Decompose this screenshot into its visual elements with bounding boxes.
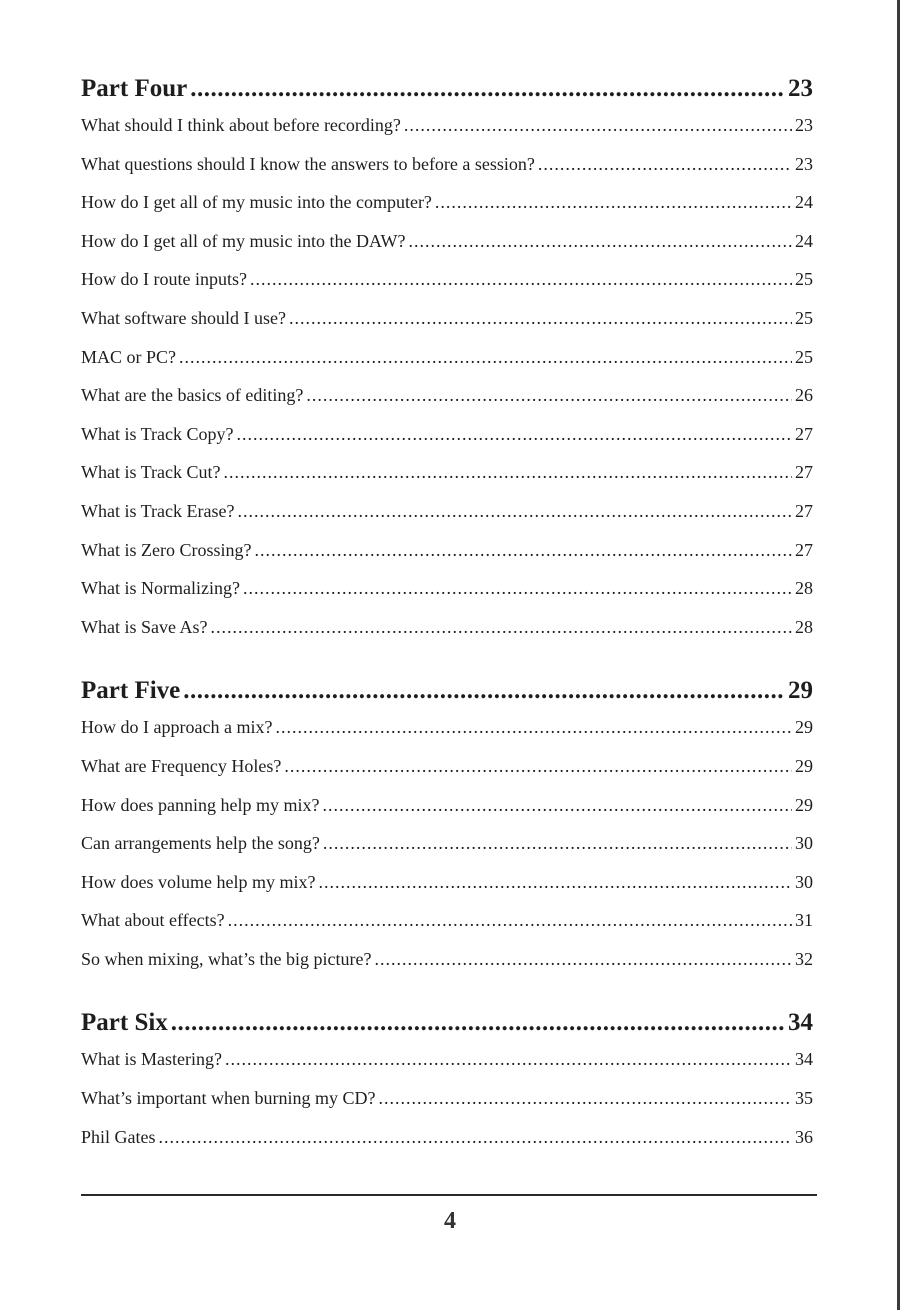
entry-page-number: 34: [795, 1049, 813, 1070]
entry-page-number: 32: [795, 948, 813, 969]
dot-leader: [284, 756, 792, 777]
dot-leader: [409, 231, 793, 252]
entry-page-number: 30: [795, 833, 813, 854]
dot-leader: [243, 578, 792, 599]
dot-leader: [159, 1127, 793, 1148]
entry-page-number: 28: [795, 616, 813, 637]
toc-entry: [81, 462, 813, 501]
toc-entry: [81, 1088, 813, 1127]
toc-section-part-six: [81, 1009, 813, 1165]
part-page-number: 34: [788, 1009, 813, 1037]
part-title: Part Five: [81, 677, 181, 705]
dot-leader: [538, 154, 792, 175]
toc-entry: [81, 308, 813, 347]
part-page-number: 29: [788, 677, 813, 705]
entry-title: What is Normalizing?: [81, 578, 240, 599]
dot-leader: [250, 269, 792, 290]
dot-leader: [404, 115, 792, 136]
dot-leader: [374, 949, 792, 970]
page-number: 4: [444, 1208, 456, 1234]
dot-leader: [224, 462, 793, 483]
entry-page-number: 30: [795, 871, 813, 892]
entry-page-number: 25: [795, 346, 813, 367]
entry-title: How does panning help my mix?: [81, 794, 320, 815]
toc-entry: [81, 154, 813, 193]
toc-entry: [81, 1127, 813, 1166]
dot-leader: [228, 910, 792, 931]
toc-entry: [81, 501, 813, 540]
entry-title: How do I route inputs?: [81, 269, 247, 290]
toc-entry: [81, 949, 813, 988]
entry-title: What questions should I know the answers to before a session?: [81, 153, 535, 174]
entry-title: What are Frequency Holes?: [81, 755, 282, 776]
dot-leader: [289, 308, 792, 329]
entry-title: What is Mastering?: [81, 1049, 222, 1070]
entry-title: What is Track Erase?: [81, 500, 235, 521]
dot-leader: [190, 75, 785, 103]
dot-leader: [225, 1049, 792, 1070]
part-page-number: 23: [788, 75, 813, 102]
footer-rule: [81, 1194, 817, 1196]
dot-leader: [171, 1009, 785, 1037]
entry-title: How do I get all of my music into the DAW?: [81, 230, 406, 251]
toc-part-heading: [81, 1009, 813, 1049]
toc-part-heading: [81, 75, 813, 115]
dot-leader: [322, 795, 792, 816]
entry-page-number: 27: [795, 500, 813, 521]
entry-page-number: 31: [795, 910, 813, 931]
dot-leader: [237, 424, 793, 445]
entry-title: How do I get all of my music into the computer?: [81, 192, 432, 213]
toc-entry: [81, 269, 813, 308]
toc-entry: [81, 1049, 813, 1088]
entry-title: What about effects?: [81, 910, 225, 931]
entry-title: What is Track Copy?: [81, 423, 234, 444]
entry-page-number: 27: [795, 423, 813, 444]
entry-title: What are the basics of editing?: [81, 385, 304, 406]
dot-leader: [254, 540, 792, 561]
entry-title: MAC or PC?: [81, 346, 177, 367]
toc-part-heading: [81, 677, 813, 717]
dot-leader: [179, 347, 792, 368]
entry-page-number: 23: [795, 153, 813, 174]
toc-entry: [81, 115, 813, 154]
entry-page-number: 25: [795, 307, 813, 328]
entry-page-number: 23: [795, 115, 813, 135]
entry-title: How does volume help my mix?: [81, 871, 316, 892]
part-title: Part Six: [81, 1009, 168, 1037]
toc-section-part-five: [81, 677, 813, 987]
entry-title: What is Zero Crossing?: [81, 539, 252, 560]
dot-leader: [306, 385, 792, 406]
entry-page-number: 26: [795, 385, 813, 406]
toc-section-part-four: [81, 75, 813, 655]
toc-entry: [81, 231, 813, 270]
dot-leader: [237, 501, 792, 522]
entry-page-number: 35: [795, 1088, 813, 1109]
toc-entry: [81, 424, 813, 463]
entry-page-number: 24: [795, 192, 813, 213]
entry-page-number: 28: [795, 578, 813, 599]
entry-title: How do I approach a mix?: [81, 717, 273, 738]
dot-leader: [183, 677, 785, 705]
toc-entry: [81, 717, 813, 756]
entry-page-number: 29: [795, 794, 813, 815]
entry-page-number: 29: [795, 755, 813, 776]
entry-title: What software should I use?: [81, 307, 286, 328]
entry-page-number: 25: [795, 269, 813, 290]
entry-page-number: 29: [795, 717, 813, 738]
toc-entry: [81, 578, 813, 617]
toc-entry: [81, 872, 813, 911]
toc-entry: [81, 756, 813, 795]
dot-leader: [323, 833, 792, 854]
entry-title: Phil Gates: [81, 1126, 156, 1147]
part-title: Part Four: [81, 75, 188, 102]
entry-page-number: 27: [795, 462, 813, 483]
toc-entry: [81, 617, 813, 656]
toc-entry: [81, 833, 813, 872]
entry-page-number: 27: [795, 539, 813, 560]
entry-page-number: 24: [795, 230, 813, 251]
table-of-contents: [81, 75, 813, 1187]
toc-entry: [81, 347, 813, 386]
dot-leader: [378, 1088, 792, 1109]
entry-title: What should I think about before recording?: [81, 115, 401, 135]
dot-leader: [210, 617, 792, 638]
entry-title: What is Track Cut?: [81, 462, 221, 483]
toc-entry: [81, 540, 813, 579]
entry-title: What is Save As?: [81, 616, 208, 637]
dot-leader: [318, 872, 792, 893]
toc-entry: [81, 795, 813, 834]
toc-entry: [81, 192, 813, 231]
entry-title: So when mixing, what’s the big picture?: [81, 948, 372, 969]
entry-title: Can arrangements help the song?: [81, 833, 320, 854]
toc-entry: [81, 385, 813, 424]
dot-leader: [275, 717, 792, 738]
entry-page-number: 36: [795, 1126, 813, 1147]
toc-entry: [81, 910, 813, 949]
entry-title: What’s important when burning my CD?: [81, 1088, 376, 1109]
dot-leader: [435, 192, 792, 213]
